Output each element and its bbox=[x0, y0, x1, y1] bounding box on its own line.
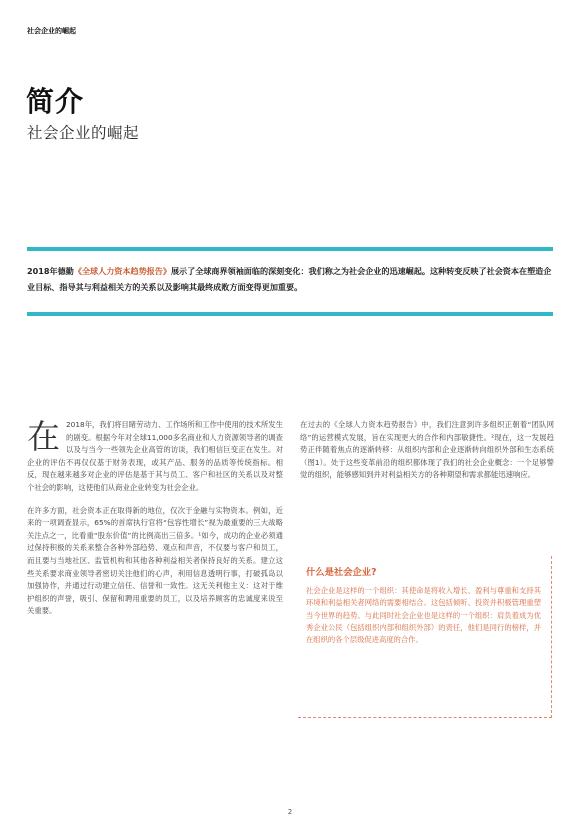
report-name: 《全球人力资本趋势报告》 bbox=[73, 266, 171, 276]
lead-top-rule bbox=[27, 247, 553, 251]
dropcap: 在 bbox=[27, 417, 60, 456]
lead-paragraph bbox=[27, 264, 553, 295]
page-title: 简介 bbox=[26, 85, 85, 118]
left-paragraph-1-text: 2018年，我们将目睹劳动力、工作场所和工作中使用的技术所发生的剧变。根据今年对全球11,000多名商业和人力资源领导者的调查以及与当今一些领先企业高管的访谈，我们相信巨变正在发生。对企业的评估不再仅仅基于财务表现，或其产品、服务的品质等传统指标。相反，现在越来越多对企业的评估是基于其与员工、客户和社区的关系以及对整个社会的影响，这使他们从商业企业转变为社会企业。 bbox=[27, 420, 283, 492]
lead-prefix: 2018年德勤 bbox=[27, 266, 74, 276]
left-column bbox=[27, 419, 283, 628]
right-column bbox=[300, 419, 554, 492]
social-enterprise-sidebar bbox=[298, 556, 552, 718]
page-number: 2 bbox=[287, 808, 293, 816]
right-paragraph-1: 在过去的《全球人力资本趋势报告》中，我们注意到许多组织正朝着“团队网络”的运营模式发展，旨在实现更大的合作和内部敏捷性。²现在，这一发展趋势正伴随着焦点的逐渐转移：从组织内部和企业逐渐转向组织外部和生态系统（图1）。处于这些变革前沿的组织都体现了我们的社会企业概念：一个足够警觉的组织，能够感知到并对利益相关方的各种期望和需求都能迅速响应。 bbox=[300, 420, 554, 480]
lead-bottom-rule bbox=[27, 312, 553, 316]
lead-text: 展示了全球商界领袖面临的深刻变化：我们称之为社会企业的迅速崛起。这种转变反映了社会资本在塑造企业目标、指导其与利益相关方的关系以及影响其最终成败方面变得更加重要。 bbox=[27, 266, 552, 292]
sidebar-title: 什么是社会企业? bbox=[306, 567, 377, 578]
running-header: 社会企业的崛起 bbox=[27, 27, 76, 35]
left-paragraph-2: 在许多方面，社会资本正在取得新的地位，仅次于金融与实物资本。例如，近来的一项调查显示，65%的首席执行官将“包容性增长”视为最重要的三大战略关注点之一，比看重“股东价值”的比例高出三倍多。¹如今，成功的企业必须通过保持积极的关系来整合各种外部趋势、观点和声音，不仅要与客户和员工，而且要与当地社区、监管机构和其他各种利益相关者保持良好的关系。建立这些关系要求商业领导者密切关注他们的心声，利用信息透明行事，打破孤岛以加强协作，并通过行动建立信任、信誉和一致性。这无关利他主义：这对于维护组织的声誉，吸引、保留和聘用重要的员工，以及培养顾客的忠诚度来说至关重要。 bbox=[27, 505, 283, 616]
sidebar-body: 社会企业是这样的一个组织：其使命是将收入增长、盈利与尊重和支持其环境和利益相关者网络的需要相结合。这包括倾听、投资并积极管理重塑当今世界的趋势。与此同时社会企业也是这样的一个组织：肩负着成为优秀企业公民（包括组织内部和组织外部）的责任，他们是同行的榜样，并在组织的各个层级促进高度的合作。 bbox=[306, 586, 541, 645]
left-paragraph-1 bbox=[27, 419, 283, 495]
page-subtitle: 社会企业的崛起 bbox=[27, 124, 140, 142]
